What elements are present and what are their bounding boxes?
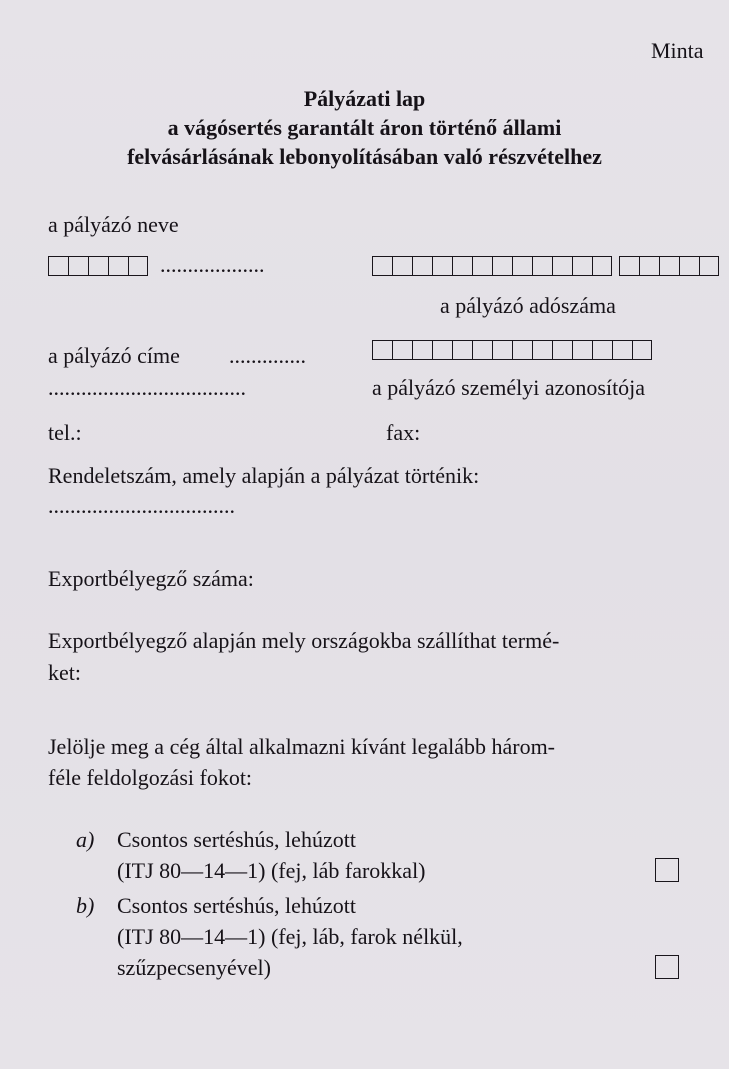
form-subtitle-line2: felvásárlásának lebonyolításában való részvételhez [127,144,602,169]
address-dots: .............. [229,343,306,368]
input-box[interactable] [619,256,639,276]
export-stamp-label: Exportbélyegző száma: [48,566,254,591]
option-b-line1: Csontos sertéshús, lehúzott [117,893,356,918]
form-subtitle-line1: a vágósertés garantált áron történő állami [167,115,562,140]
input-box[interactable] [512,340,532,360]
input-box[interactable] [392,340,412,360]
input-box[interactable] [432,256,452,276]
input-box[interactable] [372,340,392,360]
input-box[interactable] [492,340,512,360]
input-box[interactable] [679,256,699,276]
decree-number-label: Rendeletszám, amely alapján a pályázat történik: [48,463,480,488]
input-box[interactable] [552,256,572,276]
tax-number-label: a pályázó adószáma [440,293,616,318]
input-box[interactable] [639,256,659,276]
sample-label: Minta [651,38,704,63]
export-countries-label-line2: ket: [48,660,81,685]
input-box[interactable] [492,256,512,276]
option-b-line3: szűzpecsenyével) [117,955,271,980]
input-box[interactable] [632,340,652,360]
form-title: Pályázati lap [303,86,426,111]
address-label: a pályázó címe [48,343,180,368]
input-box[interactable] [532,340,552,360]
input-box[interactable] [592,340,612,360]
input-box[interactable] [452,256,472,276]
phone-label: tel.: [48,420,82,445]
input-box[interactable] [128,256,148,276]
input-box[interactable] [108,256,128,276]
input-box[interactable] [412,340,432,360]
input-box[interactable] [572,256,592,276]
processing-instruction-line2: féle feldolgozási fokot: [48,765,253,790]
input-box[interactable] [452,340,472,360]
input-box[interactable] [572,340,592,360]
tax-number-boxes-2[interactable] [619,256,719,276]
input-box[interactable] [88,256,108,276]
option-b-marker: b) [76,893,95,918]
applicant-name-dots: ................... [160,252,265,277]
option-a-line2: (ITJ 80—14—1) (fej, láb farokkal) [117,858,426,883]
input-box[interactable] [612,340,632,360]
input-box[interactable] [472,340,492,360]
decree-number-dots: .................................. [48,493,235,518]
personal-id-boxes[interactable] [372,340,652,360]
input-box[interactable] [392,256,412,276]
input-box[interactable] [68,256,88,276]
fax-label: fax: [386,420,421,445]
option-b-checkbox[interactable] [655,955,679,979]
option-a-marker: a) [76,827,95,852]
export-countries-label-line1: Exportbélyegző alapján mely országokba szállíthat termé- [48,628,560,653]
input-box[interactable] [592,256,612,276]
option-b-line2: (ITJ 80—14—1) (fej, láb, farok nélkül, [117,924,463,949]
input-box[interactable] [412,256,432,276]
option-a-line1: Csontos sertéshús, lehúzott [117,827,356,852]
input-box[interactable] [512,256,532,276]
input-box[interactable] [472,256,492,276]
personal-id-label: a pályázó személyi azonosítója [372,375,646,400]
input-box[interactable] [699,256,719,276]
address-dots-2: .................................... [48,375,246,400]
input-box[interactable] [659,256,679,276]
tax-number-boxes[interactable] [372,256,612,276]
option-a-checkbox[interactable] [655,858,679,882]
input-box[interactable] [532,256,552,276]
applicant-name-boxes[interactable] [48,256,148,276]
input-box[interactable] [372,256,392,276]
applicant-name-label: a pályázó neve [48,212,179,237]
input-box[interactable] [48,256,68,276]
input-box[interactable] [432,340,452,360]
input-box[interactable] [552,340,572,360]
processing-instruction-line1: Jelölje meg a cég által alkalmazni kívánt legalább három- [48,734,556,759]
